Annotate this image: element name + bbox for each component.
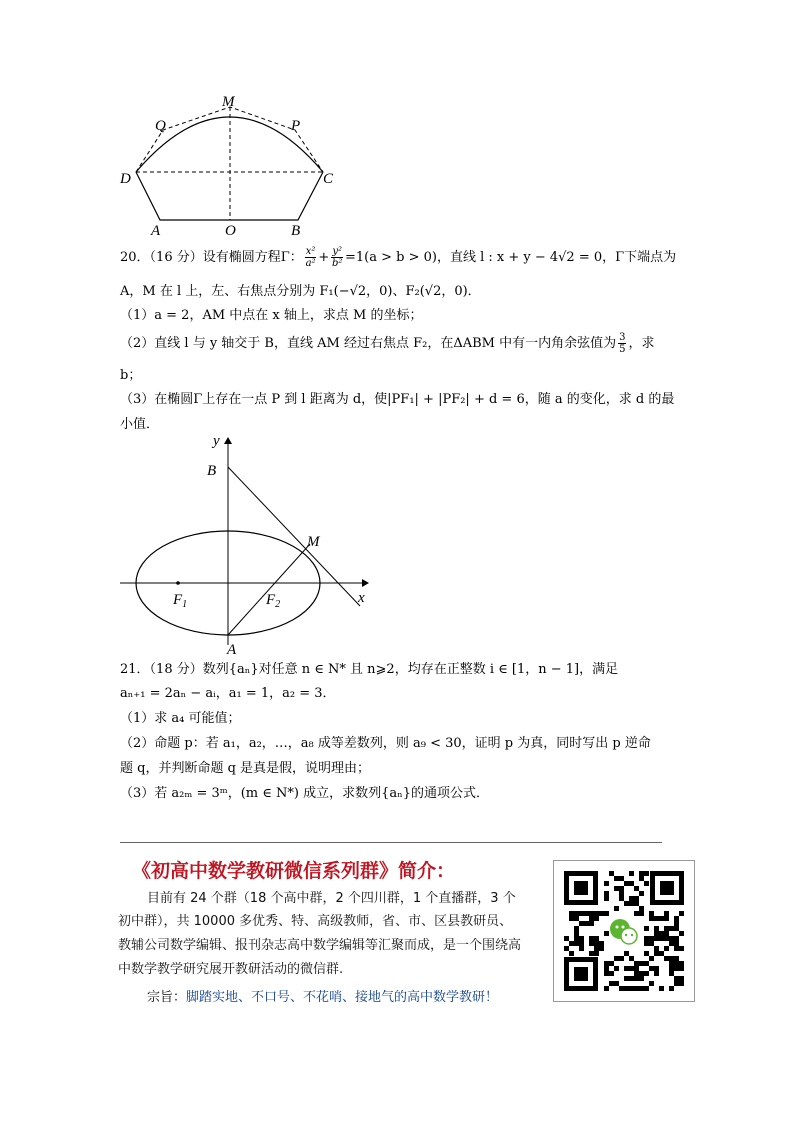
label-D: D [120,171,131,187]
label-M: M [222,94,235,110]
label-y: y [213,433,220,449]
label-F1: $F_1$ [173,592,188,610]
label-Q: Q [155,118,166,134]
promo-motto [147,987,498,1008]
q20-line3: （1）a = 2，AM 中点在 x 轴上，求点 M 的坐标； [120,308,423,323]
label-B: B [291,223,301,239]
q20-line2: A，M 在 l 上，左、右焦点分别为 F₁(−√2，0)、F₂(√2，0)． [120,284,481,299]
motto-label: 宗旨： [147,990,187,1005]
fraction: $\frac{3}{5}$ [619,332,626,355]
motto-text: 脚踏实地、不口号、不花哨、接地气的高中数学教研！ [186,990,499,1005]
label-O: O [225,223,236,239]
q20-line4: （2）直线 l 与 y 轴交于 B，直线 AM 经过右焦点 F₂，在ΔABM 中有一内角余弦值为 $\frac{3}{5}$ ，求 [120,332,655,355]
ellipse-figure [115,430,375,660]
promo-title: 《初高中数学教研微信系列群》简介： [132,860,456,882]
q21-line4: （2）命题 p：若 a₁，a₂，…，a₈ 成等差数列，则 a₉ < 30，证明 p 为真，同时写出 p 逆命 [120,736,651,751]
q21-line3: （1）求 a₄ 可能值； [120,711,241,726]
q21-line2: aₙ₊₁ = 2aₙ − aᵢ，a₁ = 1，a₂ = 3． [120,686,336,701]
fraction: $\frac{\text{y²}}{\text{b²}}$ [331,246,343,269]
q21-line6: （3）若 a₂ₘ = 3ᵐ，(m ∈ N*) 成立，求数列{aₙ}的通项公式． [120,786,490,801]
label-B2: B [207,463,217,479]
q20-line6: （3）在椭圆Γ上存在一点 P 到 l 距离为 d，使|PF₁| + |PF₂| + d = 6，随 a 的变化，求 d 的最 [120,392,675,407]
qr-code[interactable] [553,860,695,1002]
label-A: A [151,223,161,239]
q21-line5: 题 q，并判断命题 q 是真是假，说明理由； [120,761,371,776]
separator-rule [120,842,662,843]
promo-line4: 中数学教学研究展开教研活动的微信群. [118,962,344,977]
qr-code-icon [554,861,694,1001]
promo-line2: 初中群），共 10000 多优秀、特、高级教师，省、市、区县教研员、 [118,914,513,929]
arch-figure [115,92,345,242]
q20-line7: 小值． [120,417,160,432]
label-A2: A [227,642,237,658]
fraction: $\frac{\text{x²}}{\text{a²}}$ [305,246,316,269]
promo-line3: 教辅公司数学编辑、报刊杂志高中数学编辑等汇聚而成，是一个围绕高 [118,938,522,953]
label-F2: $F_2$ [266,592,281,610]
q20-line1: 20．（16 分）设有椭圆方程Γ： $\frac{\text{x²}}{\text{a²}}$ + $\frac{\text{y²}}{\text{b²}}$ =1(a > b > 0)，直线 l : x + y − 4√2 = 0，Γ下端点为 [120,246,677,269]
q20-line5: b； [120,368,142,383]
label-C: C [323,171,334,187]
promo-line1: 目前有 24 个群（18 个高中群，2 个四川群，1 个直播群，3 个 [147,891,516,906]
label-M2: M [307,534,320,550]
label-P: P [291,118,301,134]
q21-line1: 21．（18 分）数列{aₙ}对任意 n ∈ N* 且 n⩾2，均存在正整数 i ∈ [1，n − 1]，满足 [120,662,619,677]
label-x: x [358,590,365,606]
